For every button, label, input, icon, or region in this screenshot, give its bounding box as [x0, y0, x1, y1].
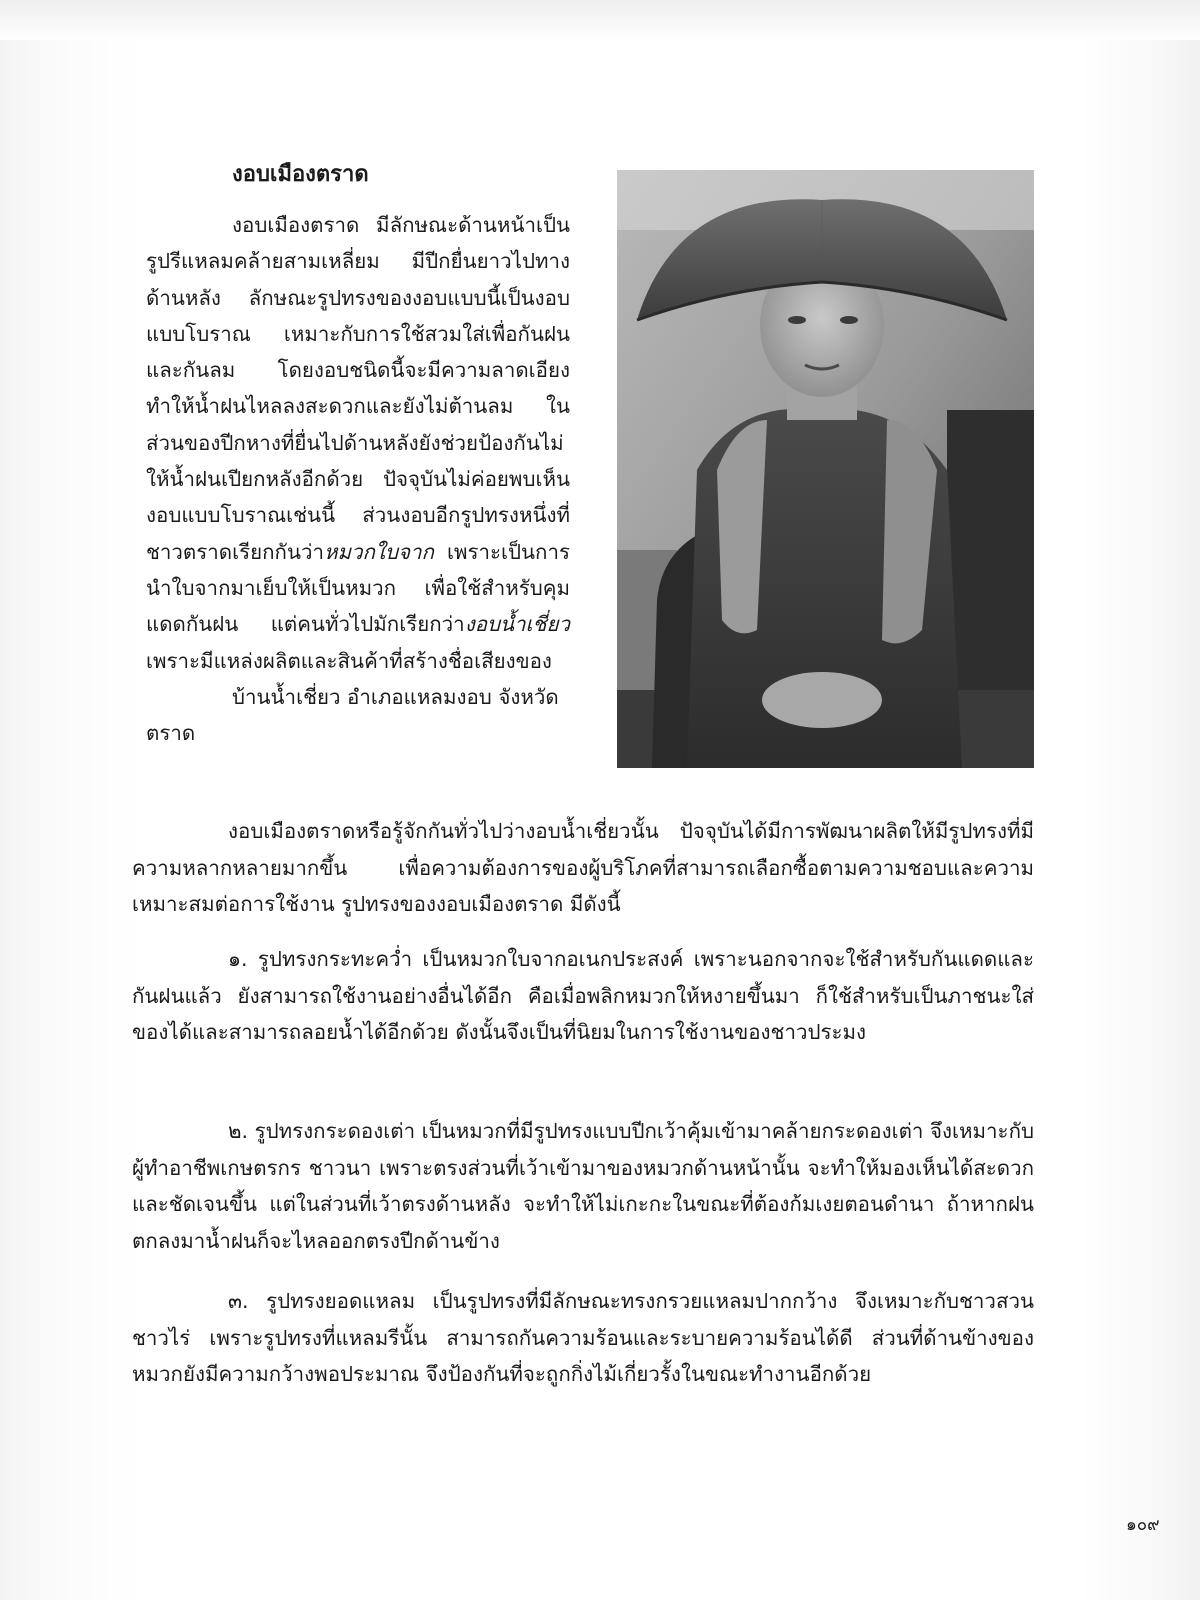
photo-woman-with-hat	[617, 170, 1034, 768]
list-item-shape-3: ๓. รูปทรงยอดแหลม เป็นรูปทรงที่มีลักษณะทรงกรวยแหลมปากกว้าง จึงเหมาะกับชาวสวน ชาวไร่ เพราะรูปทรงที่แหลมรีนั้น สามารถกันความร้อนและระบายความร้อนได้ดี ส่วนที่ด้านข้างของหมวกยังมีความกว้างพอประมาณ จึงป้องกันที่จะถูกกิ่งไม้เกี่ยวรั้งในขณะทำงานอีกด้วย	[132, 1289, 1034, 1386]
page-edge-shadow	[0, 0, 1200, 40]
intro-text-part3: เพราะมีแหล่งผลิตและสินค้าที่สร้างชื่อเสียงของ	[146, 648, 552, 673]
intro-text-last-line: บ้านน้ำเชี่ยว อำเภอแหลมงอบ จังหวัดตราด	[146, 684, 559, 746]
paragraph-shapes-intro: งอบเมืองตราดหรือรู้จักกันทั่วไปว่างอบน้ำเชี่ยวนั้น ปัจจุบันได้มีการพัฒนาผลิตให้มีรูปทรงที่มีความหลากหลายมากขึ้น เพื่อความต้องการของผู้บริโภคที่สามารถเลือกซื้อตามความชอบและความเหมาะสมต่อการใช้งาน รูปทรงของงอบเมืองตราด มีดังนี้	[132, 819, 1034, 916]
intro-text-part2: เพราะเป็นการนำใบจากมาเย็บให้เป็นหมวก เพื่อใช้สำหรับคุมแดดกันฝน แต่คนทั่วไปมักเรียกว่า	[146, 539, 570, 637]
intro-italic-term-1: หมวกใบจาก	[323, 539, 434, 564]
page-number: ๑๐๙	[1126, 1515, 1160, 1535]
section-title: งอบเมืองตราด	[232, 162, 369, 187]
list-item-shape-1: ๑. รูปทรงกระทะคว่ำ เป็นหมวกใบจากอเนกประสงค์ เพราะนอกจากจะใช้สำหรับกันแดดและกันฝนแล้ว ยังสามารถใช้งานอย่างอื่นได้อีก คือเมื่อพลิกหมวกให้หงายขึ้นมา ก็ใช้สำหรับเป็นภาชนะใส่ของได้และสามารถลอยน้ำได้อีกด้วย ดังนั้นจึงเป็นที่นิยมในการใช้งานของชาวประมง	[132, 947, 1034, 1044]
photo-illustration	[617, 170, 1034, 768]
list-item-shape-2: ๒. รูปทรงกระดองเต่า เป็นหมวกที่มีรูปทรงแบบปีกเว้าคุ้มเข้ามาคล้ายกระดองเต่า จึงเหมาะกับผู้ทำอาชีพเกษตรกร ชาวนา เพราะตรงส่วนที่เว้าเข้ามาของหมวกด้านหน้านั้น จะทำให้มองเห็นได้สะดวกและชัดเจนขึ้น แต่ในส่วนที่เว้าตรงด้านหลัง จะทำให้ไม่เกะกะในขณะที่ต้องก้มเงยตอนดำนา ถ้าหากฝนตกลงมาน้ำฝนก็จะไหลออกตรงปีกด้านข้าง	[132, 1119, 1034, 1253]
intro-paragraph	[146, 207, 570, 751]
intro-italic-term-2: งอบน้ำเชี่ยว	[464, 612, 570, 637]
intro-text-part1: งอบเมืองตราด มีลักษณะด้านหน้าเป็นรูปรีแหลมคล้ายสามเหลี่ยม มีปีกยื่นยาวไปทางด้านหลัง ลักษณะรูปทรงของงอบแบบนี้เป็นงอบแบบโบราณ เหมาะกับการใช้สวมใส่เพื่อกันฝนและกันลม โดยงอบชนิดนี้จะมีความลาดเอียง ทำให้น้ำฝนไหลลงสะดวกและยังไม่ต้านลม ในส่วนของปีกหางที่ยื่นไปด้านหลังยังช่วยป้องกันไม่ให้น้ำฝนเปียกหลังอีกด้วย ปัจจุบันไม่ค่อยพบเห็นงอบแบบโบราณเช่นนี้ ส่วนงอบอีกรูปทรงหนึ่งที่ชาวตราดเรียกกันว่า	[146, 213, 570, 564]
